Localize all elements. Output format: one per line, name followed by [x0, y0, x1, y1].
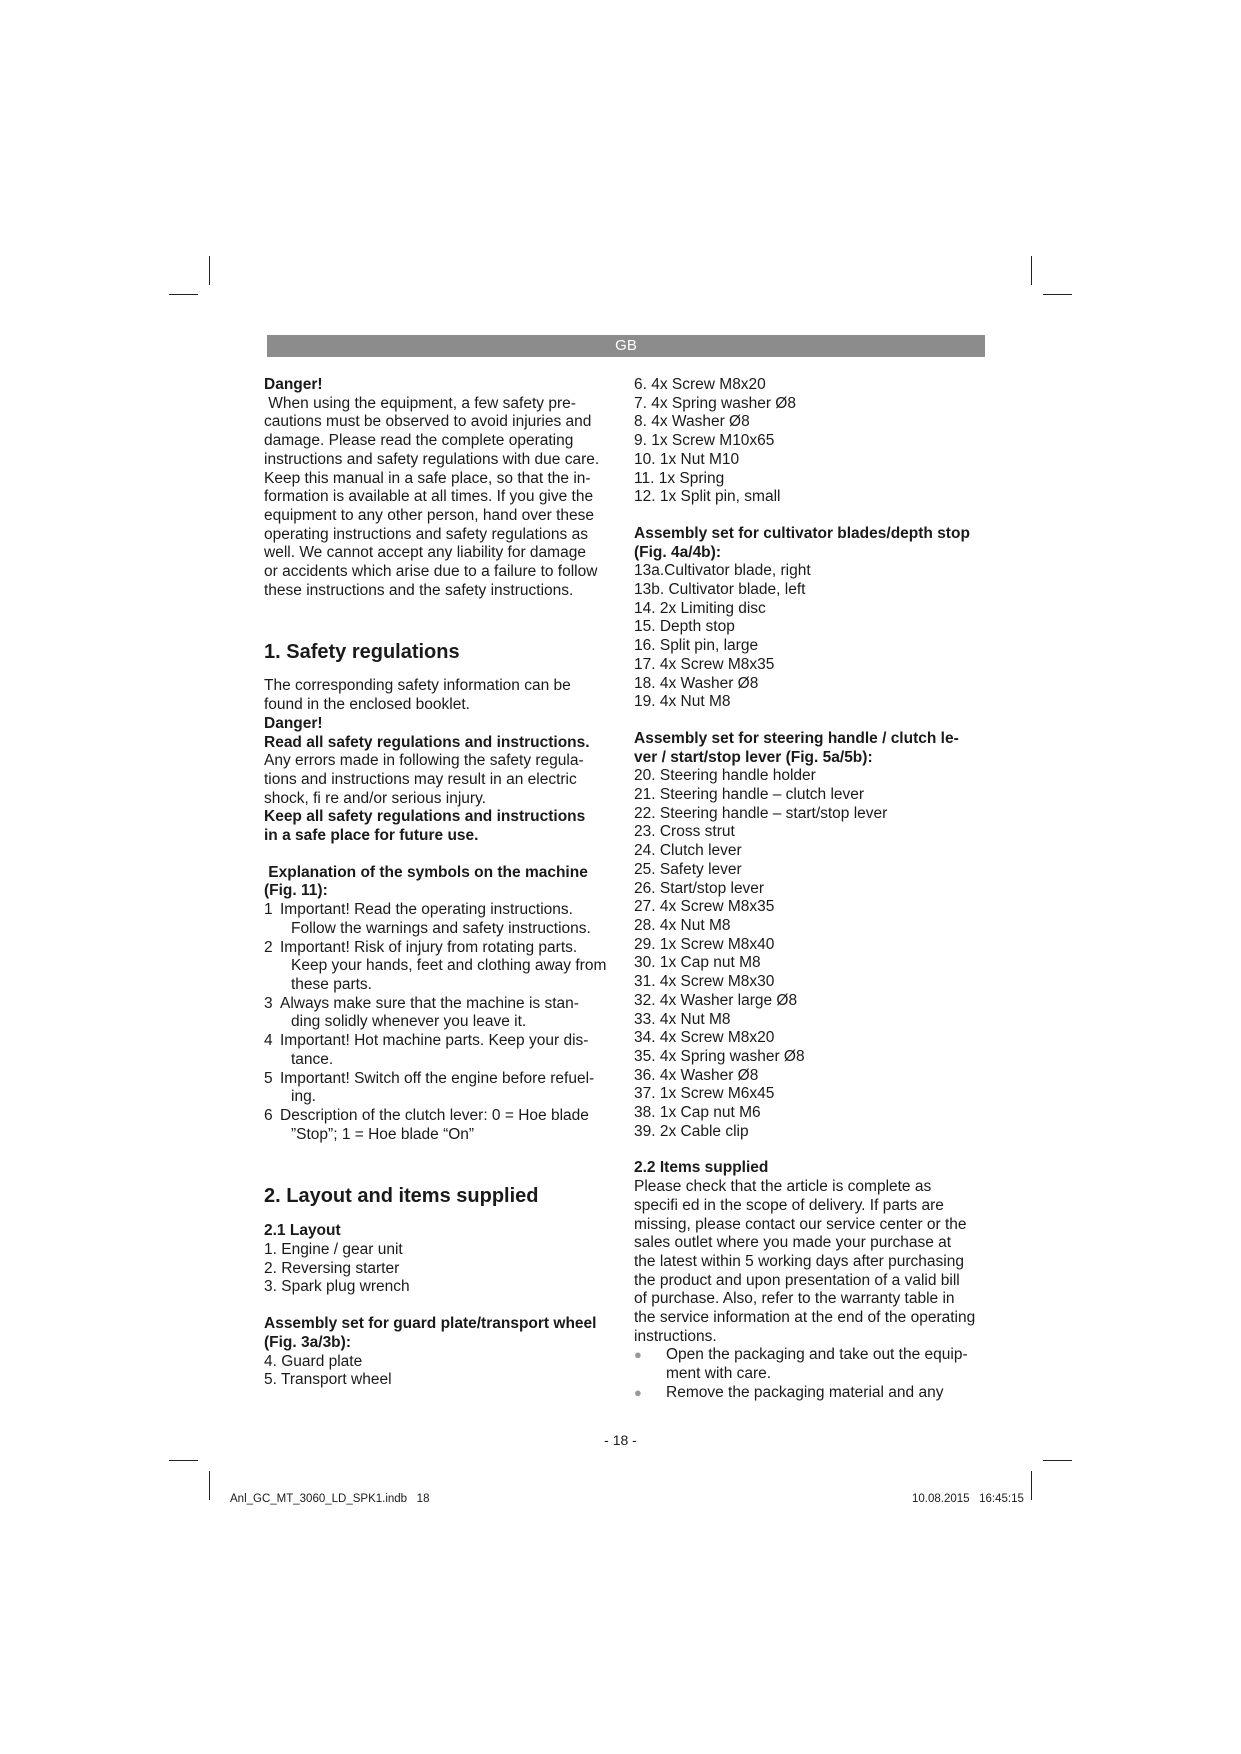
symbol-item	[264, 1070, 624, 1107]
symbol-text: Important! Read the operating instructions.	[280, 901, 573, 919]
crop-mark-br-v	[1031, 1471, 1032, 1500]
symbol-item	[264, 1107, 624, 1144]
guard-plate-item: 5. Transport wheel	[264, 1371, 392, 1389]
crop-mark-tr-h	[1043, 294, 1072, 295]
safety-intro-line: found in the enclosed booklet.	[264, 696, 470, 714]
language-header-band	[267, 335, 985, 357]
crop-mark-bl-v	[209, 1471, 210, 1500]
items-supplied-line: Please check that the article is complete as	[634, 1178, 932, 1196]
steering-heading: ver / start/stop lever (Fig. 5a/5b):	[634, 748, 873, 766]
steering-item: 25. Safety lever	[634, 860, 742, 878]
steering-item: 20. Steering handle holder	[634, 767, 816, 785]
bullet-icon: ●	[634, 1384, 642, 1400]
danger-heading: Danger!	[264, 376, 323, 393]
safety-bold-line: Read all safety regulations and instructions.	[264, 733, 590, 751]
steering-item: 30. 1x Cap nut M8	[634, 954, 761, 972]
symbol-item	[264, 939, 624, 995]
steering-item: 23. Cross strut	[634, 823, 735, 841]
steering-item: 34. 4x Screw M8x20	[634, 1029, 775, 1047]
guard-plate-heading: Assembly set for guard plate/transport wheel	[264, 1315, 597, 1333]
cultivator-item: 13a.Cultivator blade, right	[634, 562, 811, 580]
symbol-text: ding solidly whenever you leave it.	[291, 1013, 527, 1031]
parts-item: 8. 4x Washer Ø8	[634, 413, 750, 431]
symbol-number: 1	[264, 901, 273, 919]
crop-mark-tr-v	[1031, 256, 1032, 285]
safety-keep-line: Keep all safety regulations and instructions	[264, 808, 586, 826]
layout-item: 2. Reversing starter	[264, 1259, 400, 1277]
symbol-text: Important! Switch off the engine before refuel-	[280, 1069, 595, 1087]
steering-item: 39. 2x Cable clip	[634, 1122, 749, 1140]
page-number: - 18 -	[604, 1432, 637, 1448]
danger-line: When using the equipment, a few safety pre-	[264, 394, 576, 412]
left-column	[264, 376, 624, 1390]
symbol-text: Keep your hands, feet and clothing away from	[291, 957, 607, 975]
danger-line: these instructions and the safety instructions.	[264, 581, 574, 599]
symbol-text: Important! Hot machine parts. Keep your dis-	[280, 1032, 589, 1050]
symbol-item	[264, 1032, 624, 1069]
parts-item: 6. 4x Screw M8x20	[634, 376, 766, 393]
safety-body-line: shock, fi re and/or serious injury.	[264, 789, 486, 807]
cultivator-item: 18. 4x Washer Ø8	[634, 674, 759, 692]
safety-body-line: tions and instructions may result in an electric	[264, 770, 577, 788]
guard-plate-heading: (Fig. 3a/3b):	[264, 1333, 351, 1351]
steering-item: 28. 4x Nut M8	[634, 916, 731, 934]
guard-plate-item: 4. Guard plate	[264, 1352, 363, 1370]
crop-mark-bl-h	[169, 1460, 198, 1461]
cultivator-heading: Assembly set for cultivator blades/depth stop	[634, 524, 970, 542]
items-supplied-line: missing, please contact our service center or the	[634, 1215, 967, 1233]
crop-mark-br-h	[1043, 1460, 1072, 1461]
section-2-title: 2. Layout and items supplied	[264, 1185, 539, 1208]
steering-item: 26. Start/stop lever	[634, 879, 765, 897]
symbol-number: 3	[264, 994, 273, 1012]
items-supplied-heading: 2.2 Items supplied	[634, 1159, 769, 1177]
steering-item: 27. 4x Screw M8x35	[634, 898, 775, 916]
danger-line: or accidents which arise due to a failure to follow	[264, 563, 598, 581]
cultivator-item: 14. 2x Limiting disc	[634, 599, 766, 617]
symbol-item	[264, 995, 624, 1032]
safety-keep-line: in a safe place for future use.	[264, 827, 479, 845]
danger-line: Keep this manual in a safe place, so that the in-	[264, 469, 591, 487]
symbol-text: ”Stop”; 1 = Hoe blade “On”	[291, 1125, 475, 1143]
symbol-text: Always make sure that the machine is stan-	[280, 994, 579, 1012]
items-supplied-line: the service information at the end of the operating	[634, 1309, 976, 1327]
symbols-heading: Explanation of the symbols on the machine	[264, 863, 588, 881]
cultivator-item: 15. Depth stop	[634, 618, 735, 636]
items-supplied-line: instructions.	[634, 1327, 717, 1345]
steering-item: 37. 1x Screw M6x45	[634, 1085, 775, 1103]
items-supplied-line: sales outlet where you made your purchase at	[634, 1234, 952, 1252]
symbol-text: Important! Risk of injury from rotating parts.	[280, 938, 578, 956]
symbol-number: 4	[264, 1032, 273, 1050]
steering-item: 29. 1x Screw M8x40	[634, 935, 775, 953]
safety-body-line: Any errors made in following the safety regula-	[264, 752, 584, 770]
danger-line: damage. Please read the complete operating	[264, 432, 574, 450]
symbols-heading: (Fig. 11):	[264, 882, 328, 900]
crop-mark-tl-v	[209, 256, 210, 285]
bullet-text: Open the packaging and take out the equip-	[666, 1346, 968, 1364]
cultivator-item: 19. 4x Nut M8	[634, 693, 731, 711]
danger-line: instructions and safety regulations with due care.	[264, 450, 600, 468]
symbol-number: 6	[264, 1106, 273, 1124]
steering-item: 35. 4x Spring washer Ø8	[634, 1047, 805, 1065]
parts-item: 12. 1x Split pin, small	[634, 488, 781, 506]
danger-line: formation is available at all times. If you give the	[264, 488, 594, 506]
danger-line: well. We cannot accept any liability for damage	[264, 544, 586, 562]
footer-filename: Anl_GC_MT_3060_LD_SPK1.indb 18	[230, 1493, 430, 1505]
parts-item: 11. 1x Spring	[634, 469, 725, 487]
crop-mark-tl-h	[169, 294, 198, 295]
parts-item: 9. 1x Screw M10x65	[634, 432, 775, 450]
items-supplied-line: the latest within 5 working days after purchasing	[634, 1252, 964, 1270]
items-supplied-line: specifi ed in the scope of delivery. If parts are	[634, 1196, 944, 1214]
symbol-text: Description of the clutch lever: 0 = Hoe blade	[280, 1106, 589, 1124]
bullet-text: ment with care.	[666, 1365, 772, 1383]
steering-item: 33. 4x Nut M8	[634, 1010, 731, 1028]
symbol-text: these parts.	[291, 975, 372, 993]
bullet-item	[634, 1346, 994, 1383]
cultivator-heading: (Fig. 4a/4b):	[634, 543, 721, 561]
danger-line: operating instructions and safety regulations as	[264, 525, 588, 543]
symbol-text: Follow the warnings and safety instructions.	[291, 919, 591, 937]
parts-item: 10. 1x Nut M10	[634, 450, 740, 468]
bullet-item	[634, 1384, 994, 1403]
steering-item: 32. 4x Washer large Ø8	[634, 991, 798, 1009]
layout-item: 3. Spark plug wrench	[264, 1278, 410, 1296]
steering-item: 36. 4x Washer Ø8	[634, 1066, 759, 1084]
symbol-number: 5	[264, 1069, 273, 1087]
parts-item: 7. 4x Spring washer Ø8	[634, 394, 796, 412]
safety-intro-line: The corresponding safety information can be	[264, 677, 571, 695]
cultivator-item: 16. Split pin, large	[634, 637, 759, 655]
steering-item: 24. Clutch lever	[634, 842, 742, 860]
danger-line: equipment to any other person, hand over these	[264, 506, 595, 524]
items-supplied-line: of purchase. Also, refer to the warranty table in	[634, 1290, 955, 1308]
steering-item: 31. 4x Screw M8x30	[634, 973, 775, 991]
footer-timestamp: 10.08.2015 16:45:15	[912, 1493, 1024, 1505]
steering-heading: Assembly set for steering handle / clutch le-	[634, 729, 959, 747]
steering-item: 21. Steering handle – clutch lever	[634, 786, 865, 804]
layout-heading: 2.1 Layout	[264, 1222, 341, 1240]
symbol-item	[264, 901, 624, 938]
symbol-number: 2	[264, 938, 273, 956]
layout-item: 1. Engine / gear unit	[264, 1241, 403, 1259]
steering-item: 38. 1x Cap nut M6	[634, 1104, 761, 1122]
language-code: GB	[615, 337, 637, 354]
cultivator-item: 13b. Cultivator blade, left	[634, 581, 806, 599]
right-column	[634, 376, 994, 1403]
section-1-title: 1. Safety regulations	[264, 641, 460, 664]
items-supplied-line: the product and upon presentation of a valid bill	[634, 1271, 960, 1289]
bullet-text: Remove the packaging material and any	[666, 1383, 944, 1401]
bullet-icon: ●	[634, 1347, 642, 1363]
safety-danger-heading: Danger!	[264, 714, 323, 732]
symbol-text: ing.	[291, 1088, 316, 1106]
symbol-text: tance.	[291, 1050, 334, 1068]
steering-item: 22. Steering handle – start/stop lever	[634, 804, 888, 822]
danger-line: cautions must be observed to avoid injuries and	[264, 413, 592, 431]
cultivator-item: 17. 4x Screw M8x35	[634, 655, 775, 673]
